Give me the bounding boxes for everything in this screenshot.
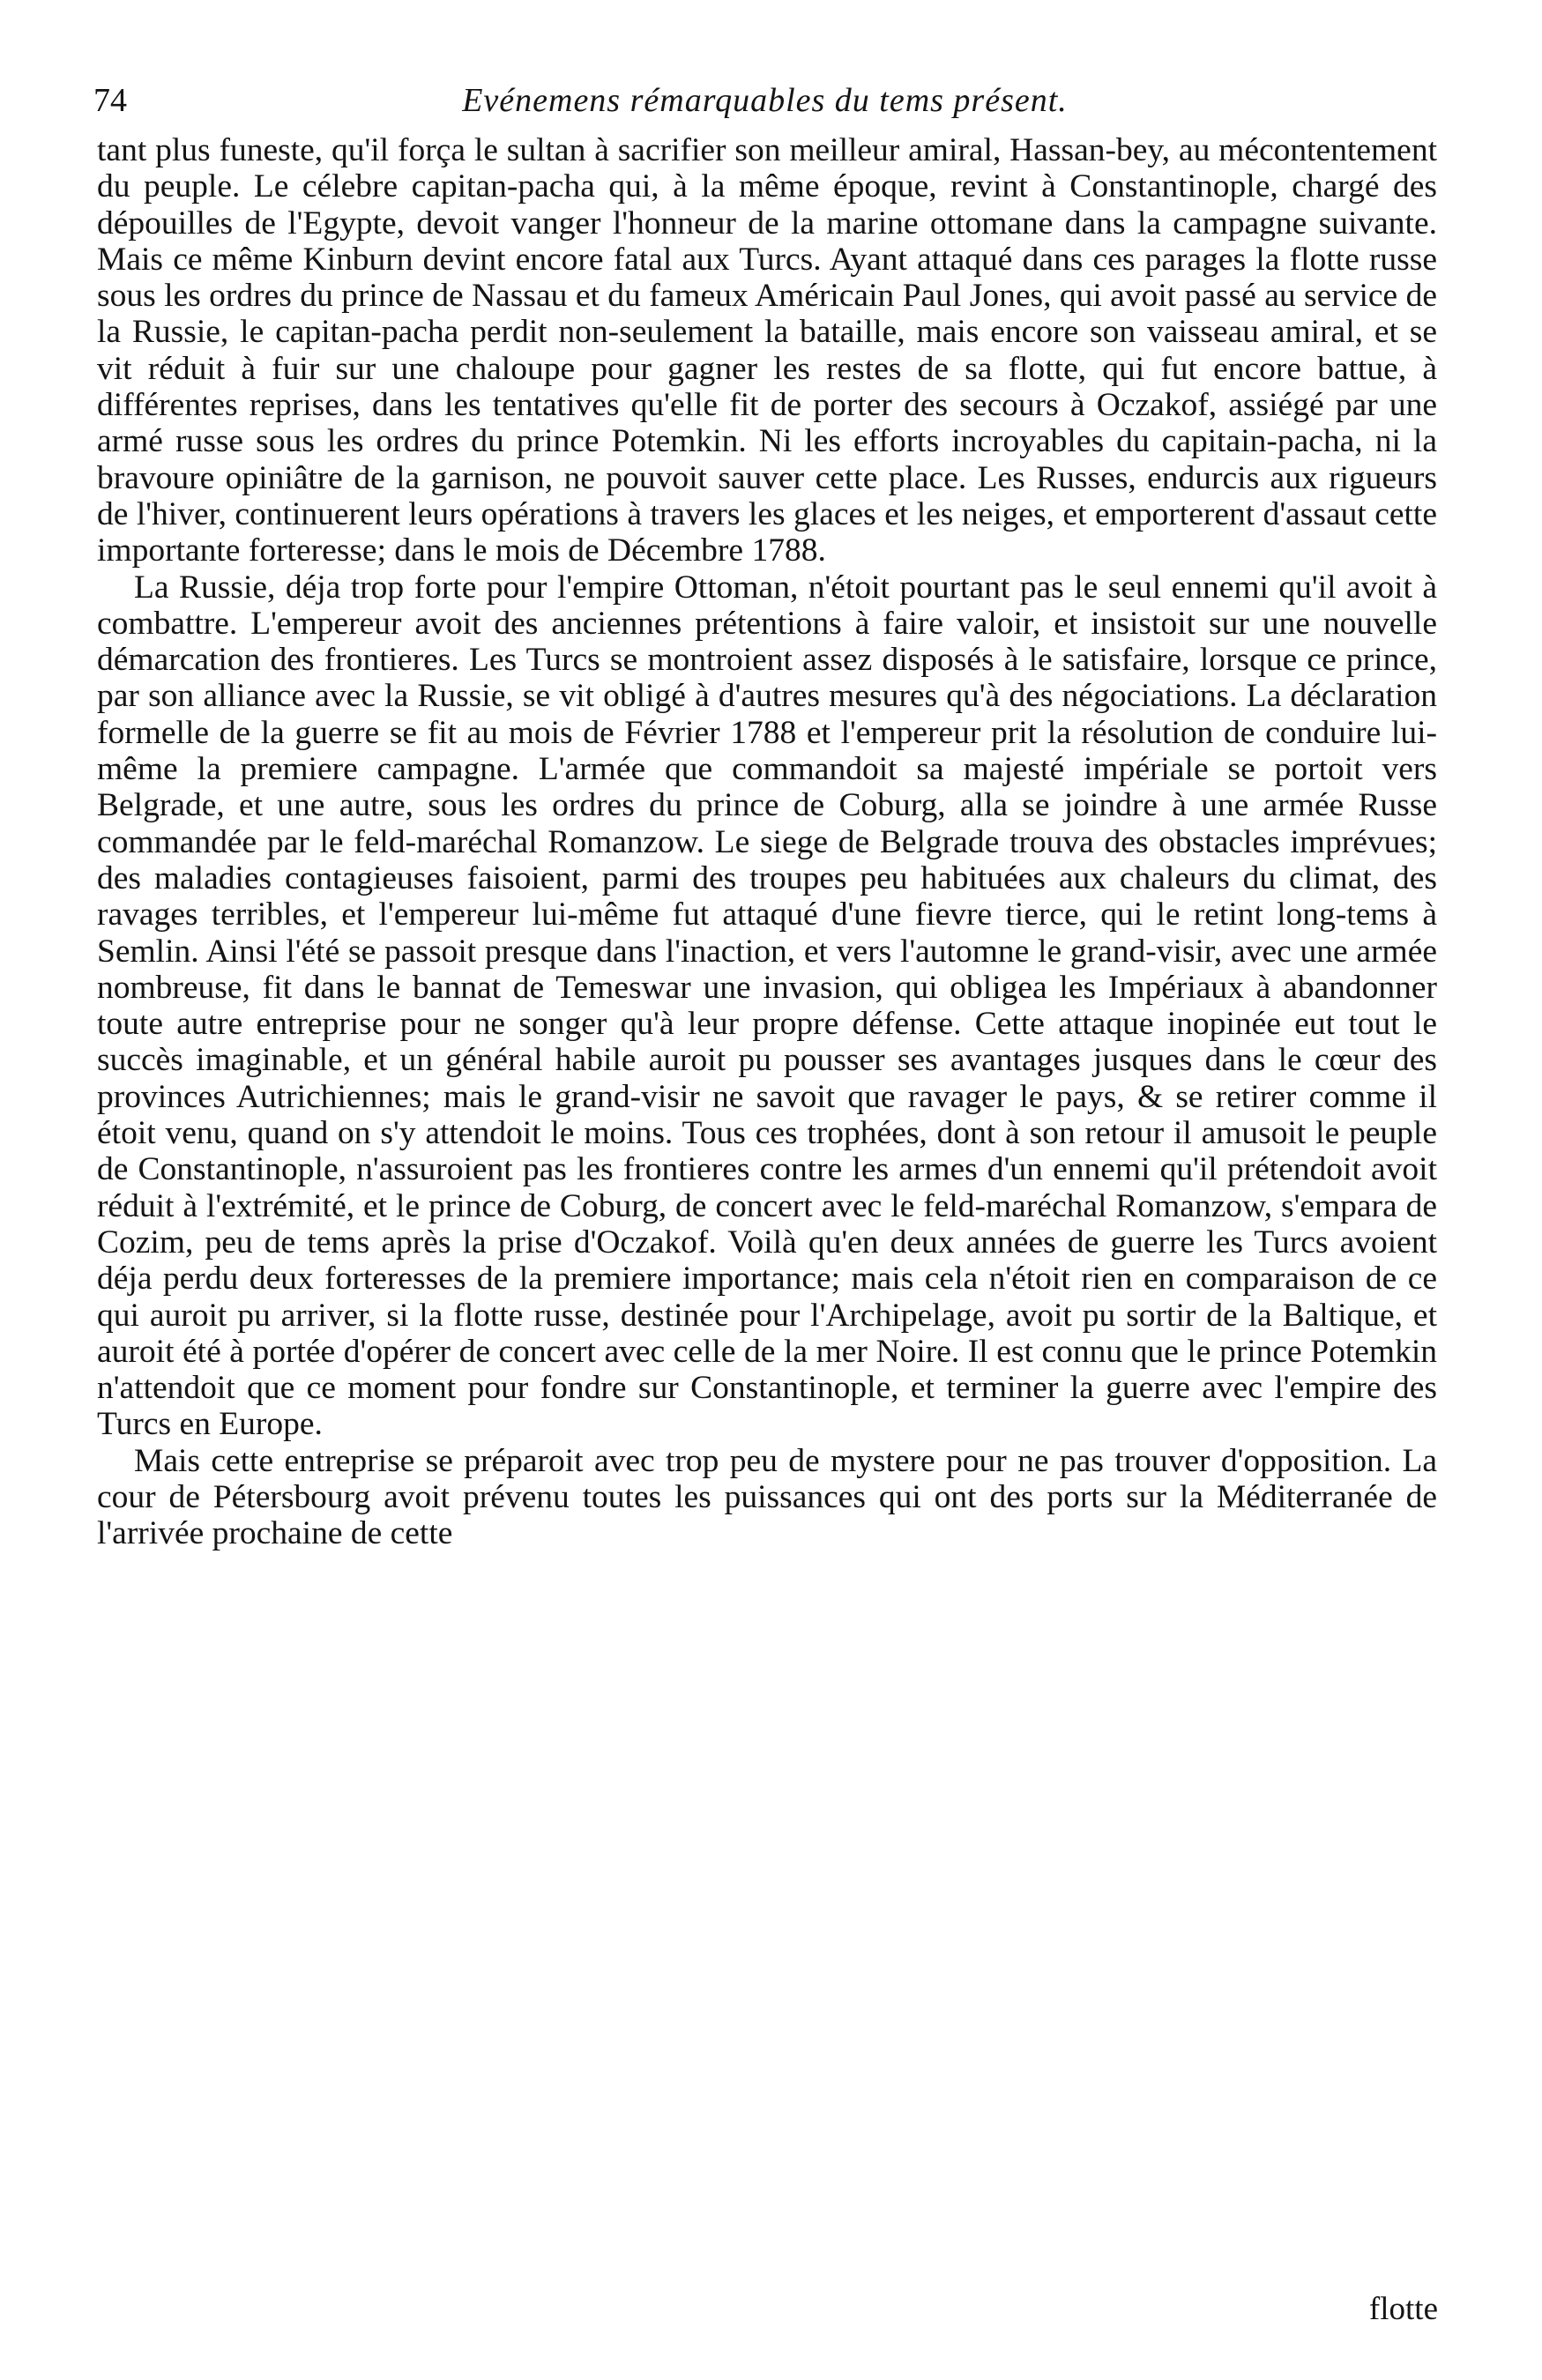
paragraph: Mais cette entreprise se préparoit avec trop peu de mystere pour ne pas trouver d'opposition. La cour de Pétersbourg avoit prévenu toutes les puissances qui ont des ports sur la Méditerranée de l'arrivée prochaine de cette <box>97 1442 1437 1552</box>
running-title: Evénemens rémarquables du tems présent. <box>462 82 1068 119</box>
catchword: flotte <box>1368 2291 1438 2327</box>
page-header <box>93 81 1436 125</box>
page-number: 74 <box>93 82 127 119</box>
body-text <box>97 132 1437 1552</box>
paragraph-continued: tant plus funeste, qu'il força le sultan à sacrifier son meilleur amiral, Hassan-bey, au mécontentement du peuple. Le célebre capitan-pacha qui, à la même époque, revint à Constantinople, chargé des dépouilles de l'Egypte, devoit vanger l'honneur de la marine ottomane dans la campagne suivante. Mais ce même Kinburn devint encore fatal aux Turcs. Ayant attaqué dans ces parages la flotte russe sous les ordres du prince de Nassau et du fameux Américain Paul Jones, qui avoit passé au service de la Russie, le capitan-pacha perdit non-seulement la bataille, mais encore son vaisseau amiral, et se vit réduit à fuir sur une chaloupe pour gagner les restes de sa flotte, qui fut encore battue, à différentes reprises, dans les tentatives qu'elle fit de porter des secours à Oczakof, assiégé par une armé russe sous les ordres du prince Potemkin. Ni les efforts incroyables du capitain-pacha, ni la bravoure opiniâtre de la garnison, ne pouvoit sauver cette place. Les Russes, endurcis aux rigueurs de l'hiver, continuerent leurs opérations à travers les glaces et les neiges, et emporterent d'assaut cette importante forteresse; dans le mois de Décembre 1788. <box>97 132 1437 569</box>
paragraph: La Russie, déja trop forte pour l'empire Ottoman, n'étoit pourtant pas le seul ennemi qu'il avoit à combattre. L'empereur avoit des anciennes prétentions à faire valoir, et insistoit sur une nouvelle démarcation des frontieres. Les Turcs se montroient assez disposés à le satisfaire, lorsque ce prince, par son alliance avec la Russie, se vit obligé à d'autres mesures qu'à des négociations. La déclaration formelle de la guerre se fit au mois de Février 1788 et l'empereur prit la résolution de conduire lui-même la premiere campagne. L'armée que commandoit sa majesté impériale se portoit vers Belgrade, et une autre, sous les ordres du prince de Coburg, alla se joindre à une armée Russe commandée par le feld-maréchal Romanzow. Le siege de Belgrade trouva des obstacles imprévues; des maladies contagieuses faisoient, parmi des troupes peu habituées aux chaleurs du climat, des ravages terribles, et l'empereur lui-même fut attaqué d'une fievre tierce, qui le retint long-tems à Semlin. Ainsi l'été se passoit presque dans l'inaction, et vers l'automne le grand-visir, avec une armée nombreuse, fit dans le bannat de Temeswar une invasion, qui obligea les Impériaux à abandonner toute autre entreprise pour ne songer qu'à leur propre défense. Cette attaque inopinée eut tout le succès imaginable, et un général habile auroit pu pousser ses avantages jusques dans le cœur des provinces Autrichiennes; mais le grand-visir ne savoit que ravager le pays, & se retirer comme il étoit venu, quand on s'y attendoit le moins. Tous ces trophées, dont à son retour il amusoit le peuple de Constantinople, n'assuroient pas les frontieres contre les armes d'un ennemi qu'il prétendoit avoit réduit à l'extrémité, et le prince de Coburg, de concert avec le feld-maréchal Romanzow, s'empara de Cozim, peu de tems après la prise d'Oczakof. Voilà qu'en deux années de guerre les Turcs avoient déja perdu deux forteresses de la premiere importance; mais cela n'étoit rien en comparaison de ce qui auroit pu arriver, si la flotte russe, destinée pour l'Archipelage, avoit pu sortir de la Baltique, et auroit été à portée d'opérer de concert avec celle de la mer Noire. Il est connu que le prince Potemkin n'attendoit que ce moment pour fondre sur Constantinople, et terminer la guerre avec l'empire des Turcs en Europe. <box>97 569 1437 1443</box>
